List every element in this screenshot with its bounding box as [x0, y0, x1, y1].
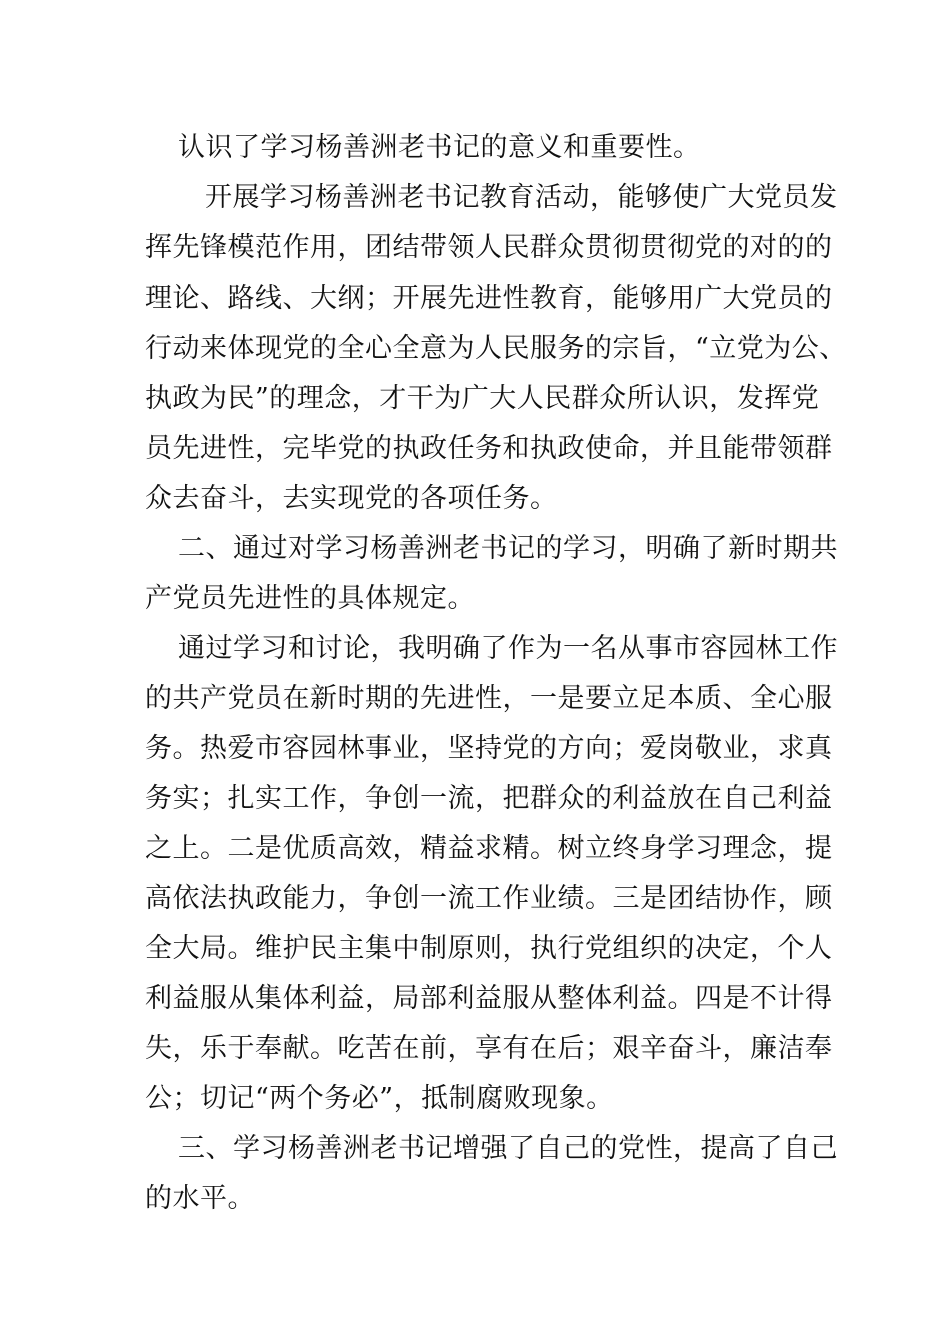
text-line: 众去奋斗，去实现党的各项任务。 — [145, 483, 558, 514]
text-line: 失，乐于奉献。吃苦在前，享有在后；艰辛奋斗，廉洁奉 — [145, 1033, 833, 1064]
text-line: 理论、路线、大纲；开展先进性教育，能够用广大党员的 — [145, 283, 833, 314]
text-line: 二、通过对学习杨善洲老书记的学习，明确了新时期共 — [178, 533, 838, 564]
text-line: 之上。二是优质高效，精益求精。树立终身学习理念，提 — [145, 833, 833, 864]
text-line: 挥先锋模范作用，团结带领人民群众贯彻贯彻党的对的的 — [145, 232, 833, 263]
text-line: 员先进性，完毕党的执政任务和执政使命，并且能带领群 — [145, 433, 833, 464]
text-line: 执政为民”的理念，才干为广大人民群众所认识，发挥党 — [145, 383, 820, 414]
text-line: 全大局。维护民主集中制原则，执行党组织的决定，个人 — [145, 933, 833, 964]
text-line: 开展学习杨善洲老书记教育活动，能够使广大党员发 — [205, 182, 838, 213]
text-line: 三、学习杨善洲老书记增强了自己的党性，提高了自己 — [178, 1133, 838, 1164]
text-line: 产党员先进性的具体规定。 — [145, 583, 475, 614]
text-line: 利益服从集体利益，局部利益服从整体利益。四是不计得 — [145, 983, 833, 1014]
text-line: 认识了学习杨善洲老书记的意义和重要性。 — [178, 132, 701, 163]
text-line: 务实；扎实工作，争创一流，把群众的利益放在自己利益 — [145, 783, 833, 814]
text-line: 行动来体现党的全心全意为人民服务的宗旨，“立党为公、 — [145, 333, 847, 364]
text-line: 通过学习和讨论，我明确了作为一名从事市容园林工作 — [178, 633, 838, 664]
text-line: 的共产党员在新时期的先进性，一是要立足本质、全心服 — [145, 683, 833, 714]
text-line: 务。热爱市容园林事业，坚持党的方向；爱岗敬业，求真 — [145, 733, 833, 764]
text-line: 高依法执政能力，争创一流工作业绩。三是团结协作，顾 — [145, 883, 833, 914]
text-line: 的水平。 — [145, 1183, 255, 1214]
text-line: 公；切记“两个务必”，抵制腐败现象。 — [145, 1083, 614, 1114]
